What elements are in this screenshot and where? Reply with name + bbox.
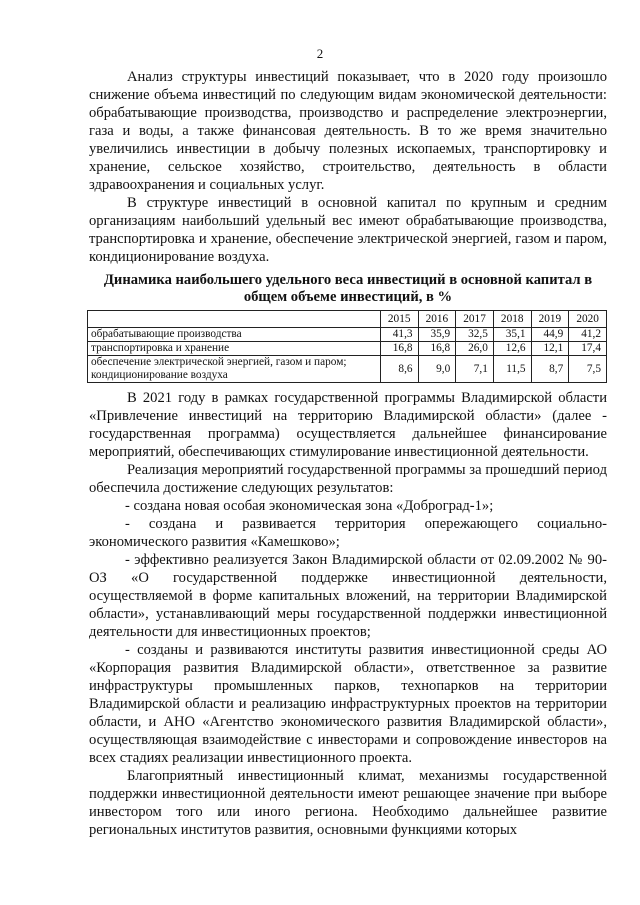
table-cell: 12,1 <box>531 342 569 356</box>
table-row-label: обрабатывающие производства <box>88 328 381 342</box>
table-header-year: 2018 <box>493 311 531 328</box>
table-cell: 7,1 <box>456 356 494 383</box>
table-cell: 16,8 <box>380 342 418 356</box>
table-cell: 17,4 <box>569 342 607 356</box>
table-cell: 8,6 <box>380 356 418 383</box>
table-cell: 26,0 <box>456 342 494 356</box>
paragraph-state-program: В 2021 году в рамках государственной программы Владимирской области «Привлечение инвестиций на территорию Владимирской области» (далее - государственная программа) осуществляется дальнейшее финансирование мероприятий, обеспечивающих стимулирование инвестиционной деятельности. <box>89 390 607 460</box>
table-cell: 9,0 <box>418 356 456 383</box>
list-item: - создана новая особая экономическая зона «Доброград-1»; <box>125 498 494 514</box>
table-cell: 11,5 <box>493 356 531 383</box>
document-body <box>89 68 607 839</box>
table-row-label: транспортировка и хранение <box>88 342 381 356</box>
investment-share-table <box>87 310 607 383</box>
table-row <box>88 356 607 383</box>
paragraph-investment-climate: Благоприятный инвестиционный климат, механизмы государственной поддержки инвестиционной деятельности имеют решающее значение при выборе инвестором того или иного региона. Необходимо дальнейшее развитие региональных институтов развития, основными функциями которых <box>89 768 607 838</box>
table-header-year: 2016 <box>418 311 456 328</box>
page-number: 2 <box>316 46 324 61</box>
table-cell: 41,2 <box>569 328 607 342</box>
table-cell: 8,7 <box>531 356 569 383</box>
paragraph-investment-structure: В структуре инвестиций в основной капитал по крупным и средним организациям наибольший удельный вес имеют обрабатывающие производства, транспортировка и хранение, обеспечение электрической энергией, газом и паром, кондиционирование воздуха. <box>89 195 607 265</box>
list-item: - эффективно реализуется Закон Владимирской области от 02.09.2002 № 90-ОЗ «О государственной поддержке инвестиционной деятельности, осуществляемой в форме капитальных вложений, на территории Владимирской области», устанавливающий меры государственной поддержки инвестиционной деятельности для инвестиционных проектов; <box>89 552 607 640</box>
table-header-row <box>88 311 607 328</box>
table-cell: 7,5 <box>569 356 607 383</box>
paragraph-investment-analysis: Анализ структуры инвестиций показывает, что в 2020 году произошло снижение объема инвестиций по следующим видам экономической деятельности: обрабатывающие производства, производство и распределение электроэнергии, газа и воды, а также финансовая деятельность. В то же время значительно увеличились инвестиции в добычу полезных ископаемых, транспортировку и хранение, сельское хозяйство, строительство, деятельность в области здравоохранения и социальных услуг. <box>89 69 607 193</box>
table-cell: 44,9 <box>531 328 569 342</box>
table-cell: 32,5 <box>456 328 494 342</box>
table-cell: 41,3 <box>380 328 418 342</box>
table-row <box>88 328 607 342</box>
table-row-label: обеспечение электрической энергией, газом и паром; кондиционирование воздуха <box>88 356 381 383</box>
list-item: - созданы и развиваются институты развития инвестиционной среды АО «Корпорация развития Владимирской области», ответственное за развитие инфраструктуры промышленных парков, технопарков на территории Владимирской области и реализацию инфраструктурных проектов на территории области, и АНО «Агентство экономического развития Владимирской области», осуществляющая взаимодействие с инвесторами и сопровождение инвесторов на всех стадиях реализации инвестиционного проекта. <box>89 642 607 766</box>
table-cell: 35,9 <box>418 328 456 342</box>
list-item: - создана и развивается территория опережающего социально-экономического развития «Камешково»; <box>89 516 607 550</box>
table-header-year: 2015 <box>380 311 418 328</box>
paragraph-program-results: Реализация мероприятий государственной программы за прошедший период обеспечила достижение следующих результатов: <box>89 462 607 496</box>
table-cell: 16,8 <box>418 342 456 356</box>
table-cell: 12,6 <box>493 342 531 356</box>
table-header-year: 2017 <box>456 311 494 328</box>
table-title: Динамика наибольшего удельного веса инвестиций в основной капитал в общем объеме инвестиций, в % <box>103 272 593 305</box>
table-cell: 35,1 <box>493 328 531 342</box>
table-header-year: 2020 <box>569 311 607 328</box>
table-header-blank <box>88 311 381 328</box>
table-header-year: 2019 <box>531 311 569 328</box>
table-row <box>88 342 607 356</box>
